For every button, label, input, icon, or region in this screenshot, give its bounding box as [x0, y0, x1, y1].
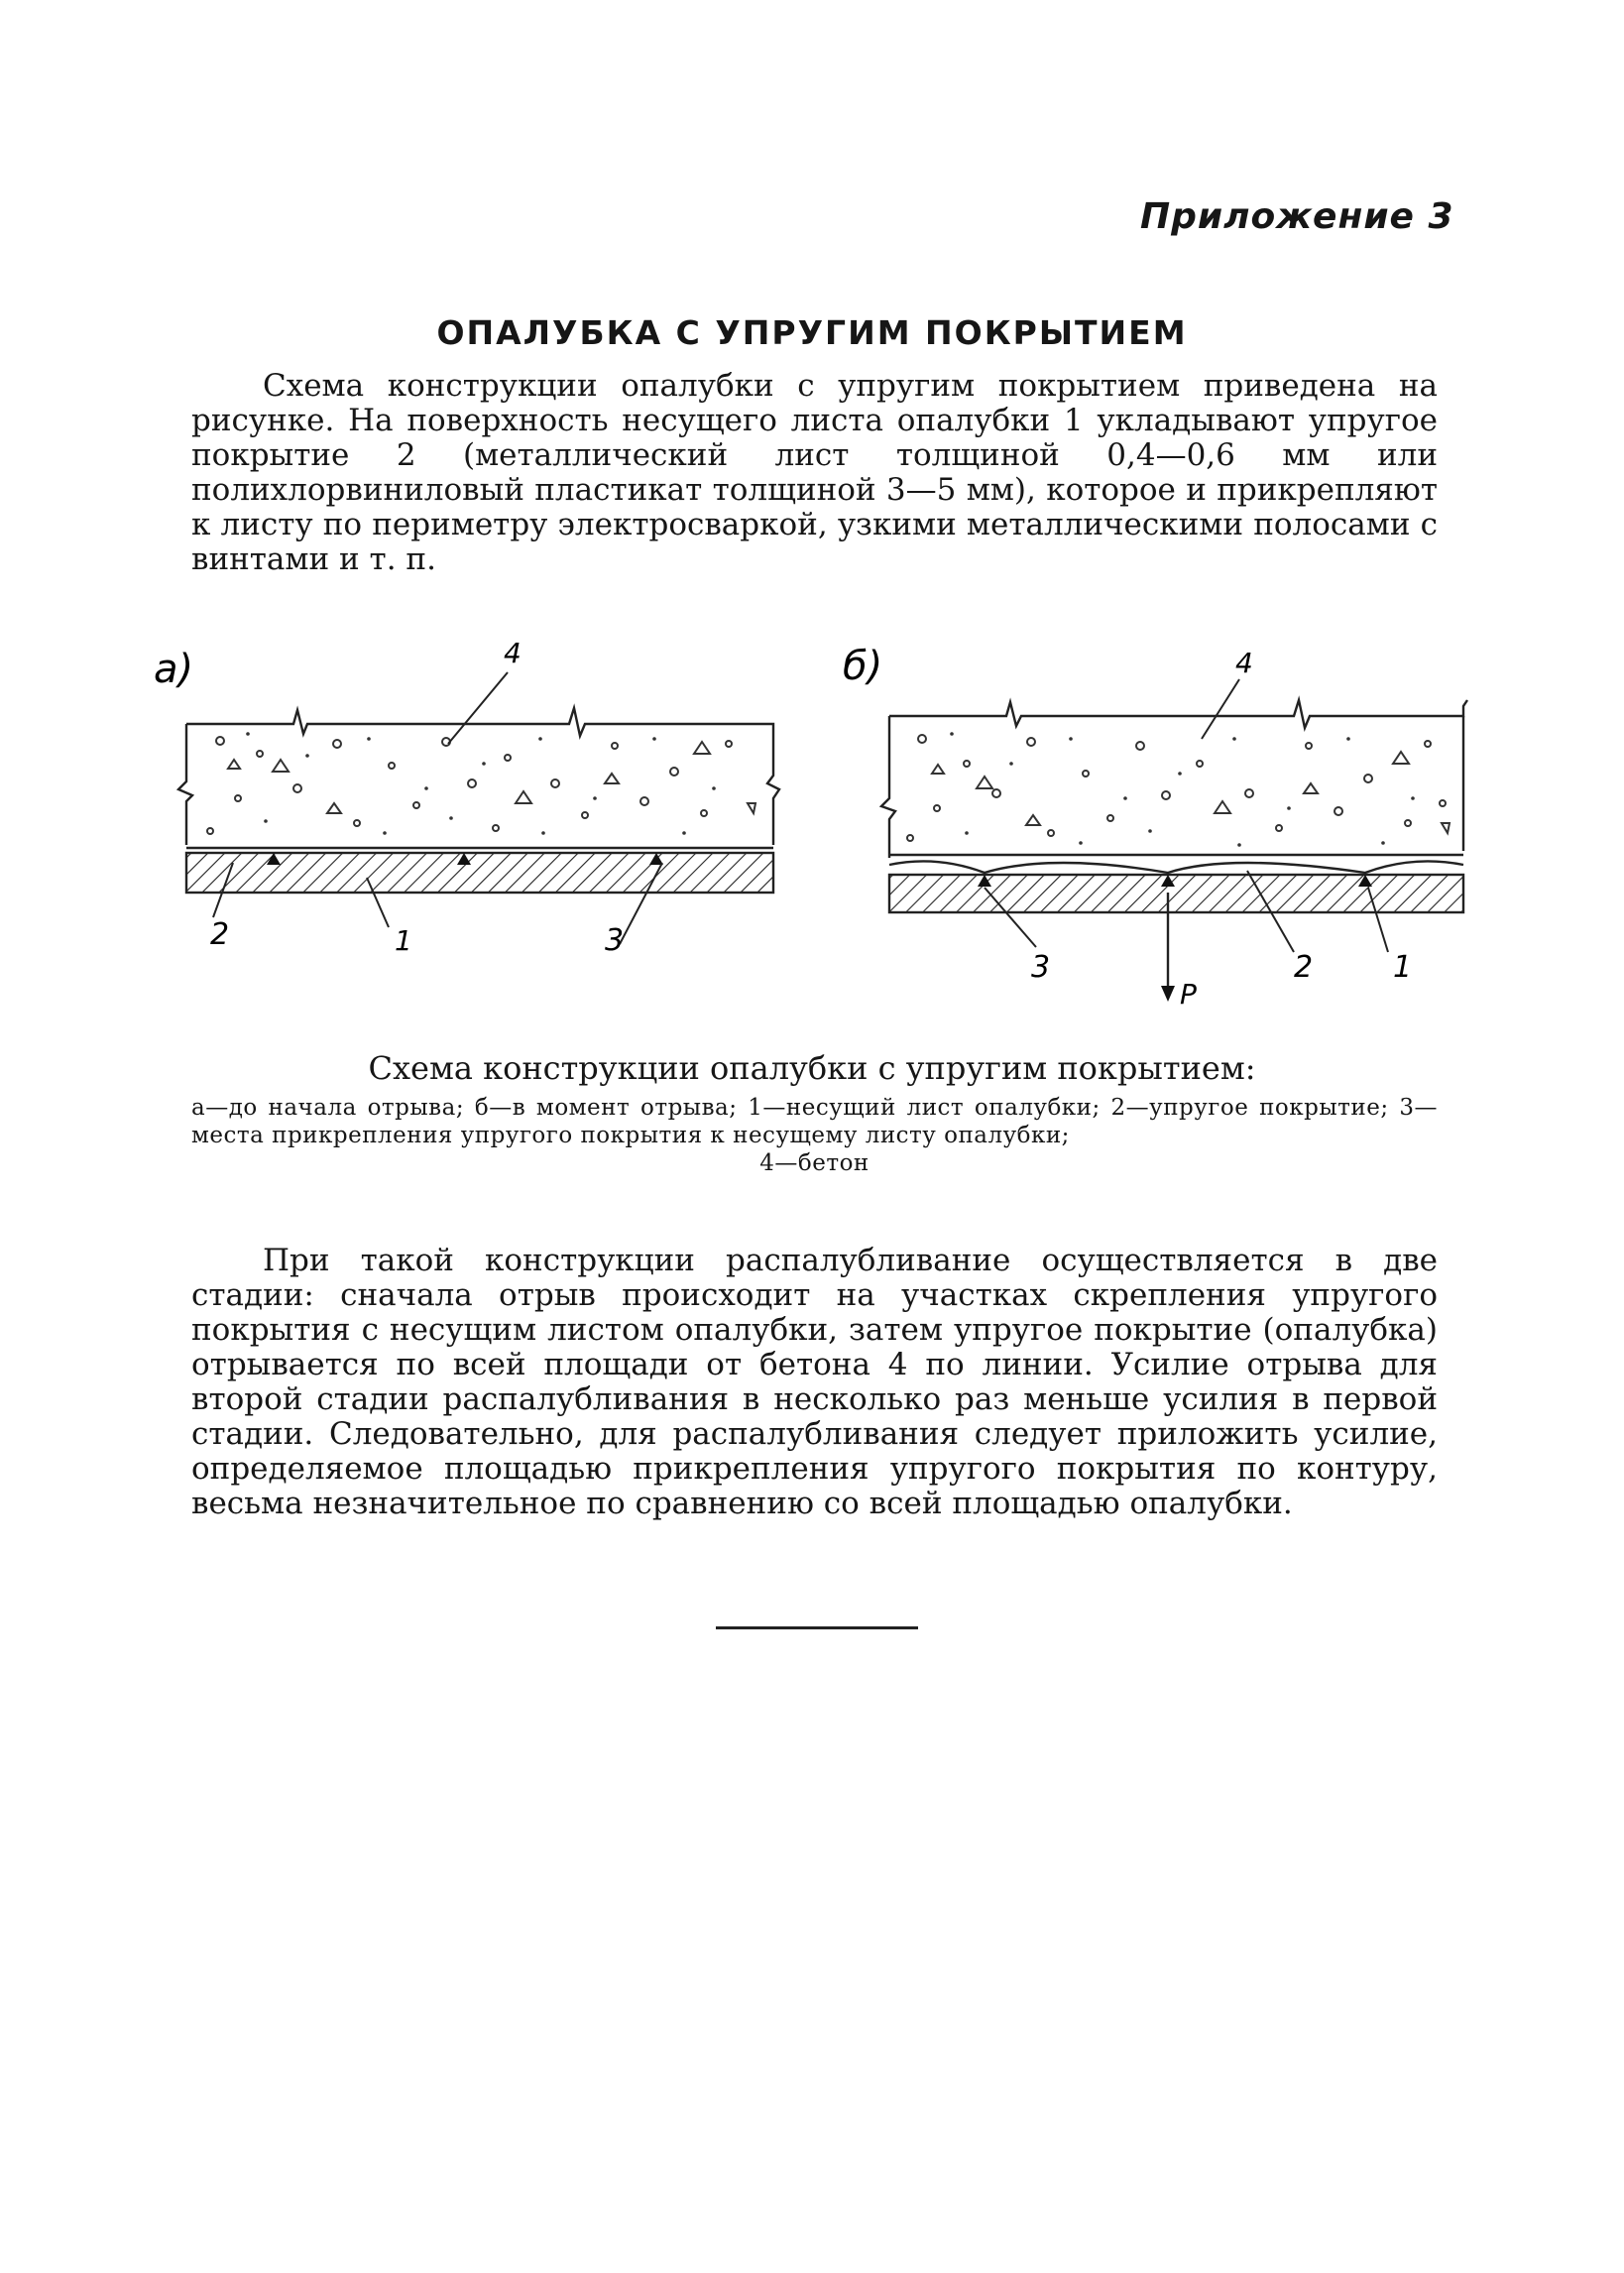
panel-b-callout-2: 2	[1294, 950, 1314, 985]
panel-b-callout-3: 3	[1031, 950, 1051, 985]
panel-b-carrier-sheet	[889, 875, 1463, 912]
figure-caption-title: Схема конструкции опалубки с упругим покрытием:	[368, 1049, 1256, 1087]
panel-b-force-arrowhead	[1161, 986, 1175, 1002]
legend-text: а—до начала отрыва; б—в момент отрыва; 1—несущий лист опалубки; 2—упругое покрытие; 3—места прикрепления упругого покрытия к несущему листу опалубки;	[191, 1095, 1438, 1148]
panel-b-concrete-aggregate	[907, 735, 1450, 841]
panel-b-concrete-dots	[950, 732, 1415, 847]
panel-a-label: а)	[154, 647, 194, 692]
formwork-figure	[0, 0, 1624, 1051]
panel-b-callout-4: 4	[1235, 647, 1253, 679]
legend-last: 4—бетон	[759, 1150, 870, 1176]
panel-a-callout-4: 4	[504, 637, 522, 669]
panel-b-concrete-left	[881, 716, 895, 858]
panel-b-callout-1: 1	[1393, 950, 1413, 985]
panel-a-callout-3: 3	[605, 923, 625, 958]
panel-a-callout-2: 2	[210, 917, 230, 952]
page-title: ОПАЛУБКА С УПРУГИМ ПОКРЫТИЕМ	[436, 313, 1188, 352]
panel-a-concrete-aggregate	[207, 737, 755, 834]
panel-a	[154, 637, 779, 958]
panel-b-label: б)	[843, 644, 883, 689]
main-paragraph	[191, 1244, 1438, 1521]
panel-a-leaders	[213, 672, 662, 944]
end-rule	[716, 1626, 918, 1629]
panel-a-concrete-left	[178, 724, 192, 845]
intro-text: Схема конструкции опалубки с упругим покрытием приведена на рисунке. На поверхность несущего листа опалубки 1 укладывают упругое покрытие 2 (металлический лист толщиной 0,4—0,6 мм или полихлорвиниловый пластикат толщиной 3—5 мм), которое и прикрепляют к листу по периметру электросваркой, узкими металлическими полосами с винтами и т. п.	[191, 368, 1438, 577]
panel-a-callout-1: 1	[395, 924, 412, 957]
panel-b-force-label: P	[1180, 978, 1197, 1011]
main-text: При такой конструкции распалубливание осуществляется в две стадии: сначала отрыв происходит на участках скрепления упругого покрытия с несущим листом опалубки, затем упругое покрытие (опалубка) отрывается по всей площади от бетона 4 по линии. Усилие отрыва для второй стадии распалубливания в несколько раз меньше усилия в первой стадии. Следовательно, для распалубливания следует приложить усилие, определяемое площадью прикрепления упругого покрытия по контуру, весьма незначительное по сравнению со всей площадью опалубки.	[191, 1243, 1438, 1521]
panel-b-concrete-top	[889, 700, 1467, 728]
panel-a-concrete-top	[186, 708, 779, 845]
panel-b	[843, 644, 1467, 1011]
panel-b-elastic-coating	[889, 861, 1463, 873]
appendix-label: Приложение 3	[1140, 196, 1454, 237]
figure-caption-legend	[191, 1094, 1438, 1177]
panel-a-concrete-dots	[246, 732, 716, 835]
